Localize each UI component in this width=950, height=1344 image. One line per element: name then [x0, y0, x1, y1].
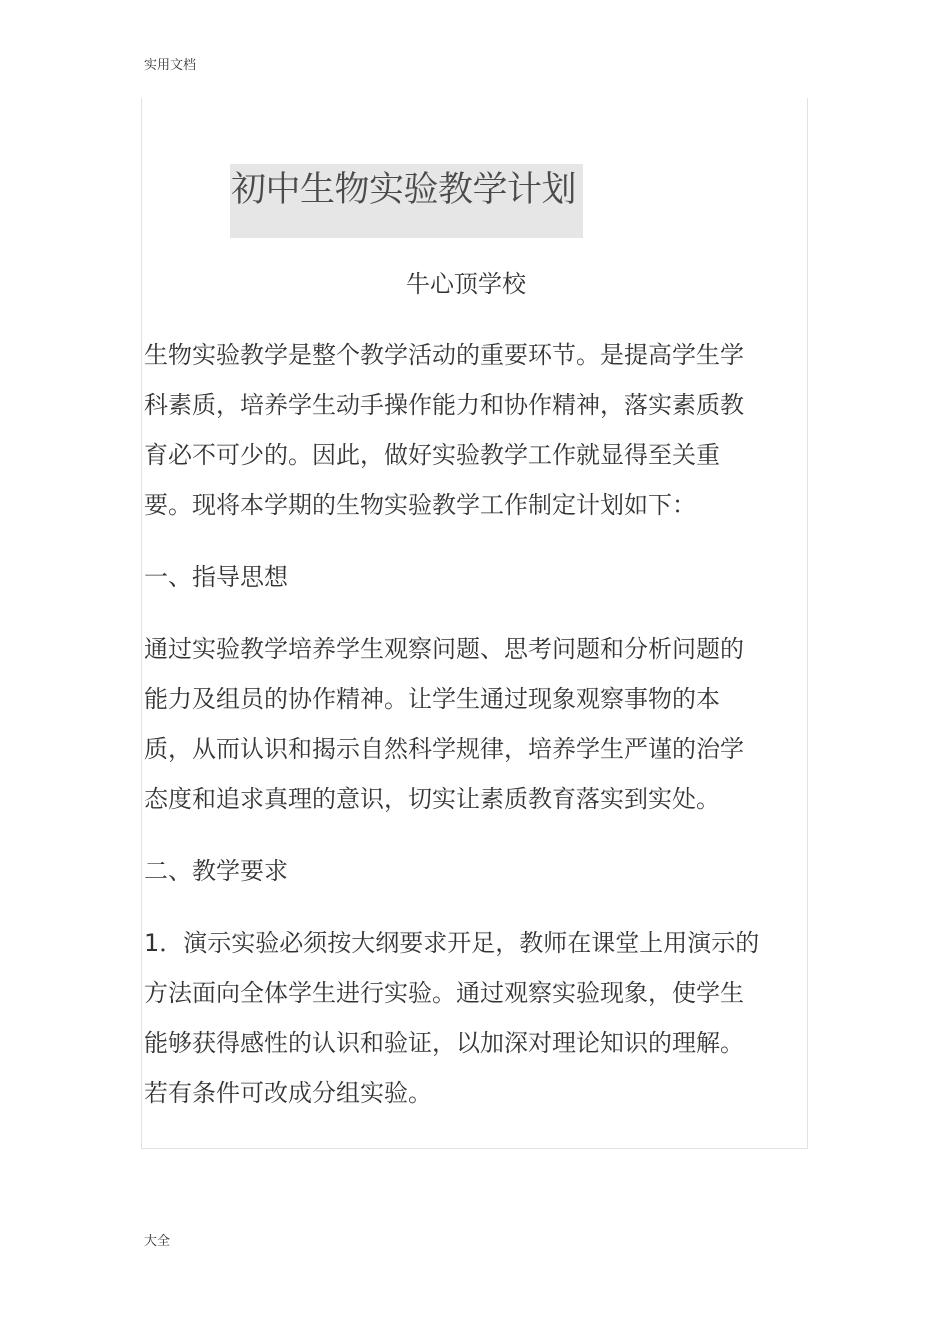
- page-header-label: 实用文档: [144, 58, 197, 73]
- section2-heading: 二、教学要求: [144, 857, 288, 885]
- school-name: 牛心顶学校: [406, 270, 526, 298]
- section2-item1-line: 若有条件可改成分组实验。: [144, 1079, 432, 1107]
- intro-paragraph: [144, 330, 804, 530]
- intro-line: 要。现将本学期的生物实验教学工作制定计划如下：: [144, 491, 696, 519]
- intro-line: 育必不可少的。因此，做好实验教学工作就显得至关重: [144, 441, 720, 469]
- intro-line: 生物实验教学是整个教学活动的重要环节。是提高学生学: [144, 341, 744, 369]
- page-footer-label: 大全: [144, 1234, 171, 1249]
- section1-line: 能力及组员的协作精神。让学生通过现象观察事物的本: [144, 685, 720, 713]
- section1-paragraph: [144, 624, 804, 824]
- intro-line: 科素质，培养学生动手操作能力和协作精神，落实素质教: [144, 391, 744, 419]
- section1-heading: 一、指导思想: [144, 563, 288, 591]
- section1-line: 质，从而认识和揭示自然科学规律，培养学生严谨的治学: [144, 735, 744, 763]
- section2-item1-line: 能够获得感性的认识和验证，以加深对理论知识的理解。: [144, 1029, 744, 1057]
- section2-item1-line: 方法面向全体学生进行实验。通过观察实验现象，使学生: [144, 979, 744, 1007]
- section1-line: 态度和追求真理的意识，切实让素质教育落实到实处。: [144, 785, 720, 813]
- section2-item1-paragraph: [144, 918, 804, 1118]
- school-name-container: [0, 268, 950, 300]
- section2-item1-line: 1．演示实验必须按大纲要求开足，教师在课堂上用演示的: [144, 929, 760, 957]
- document-title: 初中生物实验教学计划: [231, 170, 577, 210]
- section1-line: 通过实验教学培养学生观察问题、思考问题和分析问题的: [144, 635, 744, 663]
